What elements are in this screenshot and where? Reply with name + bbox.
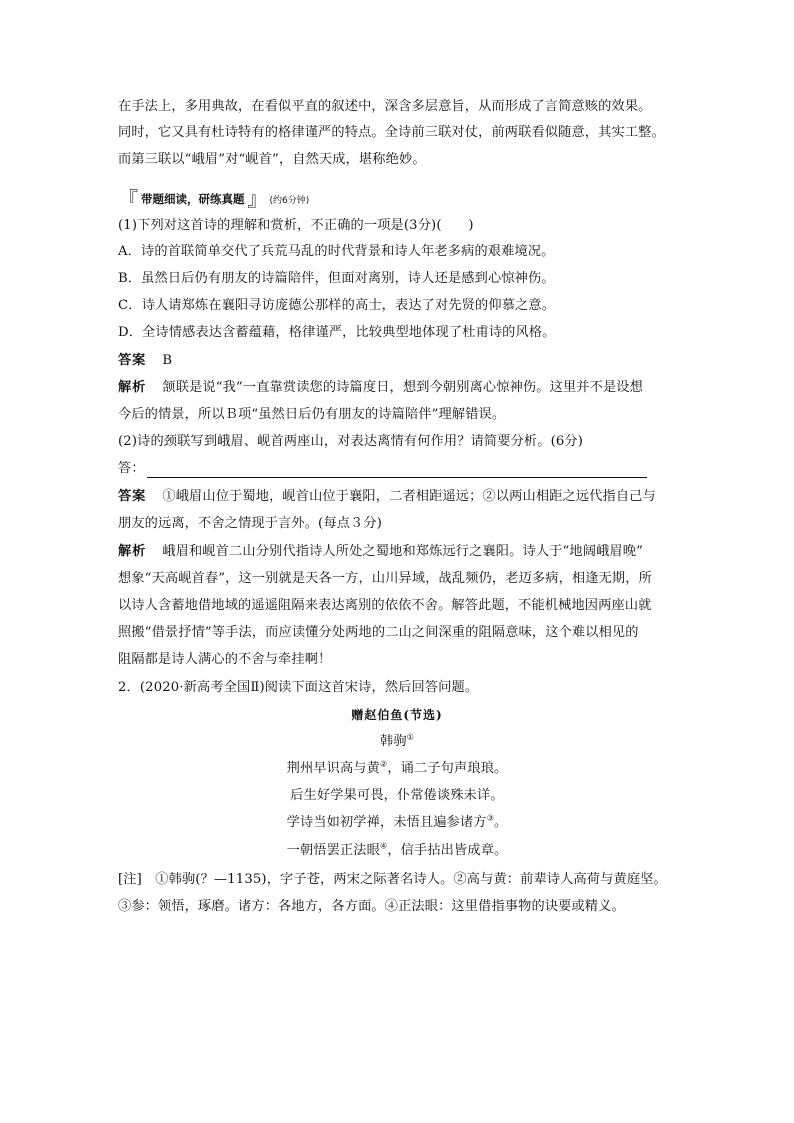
intro-line-2: 同时，它又具有杜诗特有的格律谨严的特点。全诗前三联对仗，前两联看似随意，其实工整。 [118, 125, 665, 140]
q1-option-d: D．全诗情感表达含蓄蕴藉，格律谨严，比较典型地体现了杜甫诗的风格。 [118, 325, 556, 340]
q2-analysis-text-5: 阻隔都是诗人满心的不舍与牵挂啊！ [118, 652, 332, 667]
q1-answer-row [118, 352, 678, 370]
poem-author [0, 733, 794, 751]
poem-line-4-text: 一朝悟罢正法眼 [286, 843, 380, 858]
q1-analysis-text-2: 今后的情景，所以Ｂ项“虽然日后仍有朋友的诗篇陪伴”理解错误。 [118, 407, 506, 422]
q2-answer-text-2: 朋友的远离，不舍之情现于言外。(每点３分) [118, 516, 383, 531]
q1-option-b: B．虽然日后仍有朋友的诗篇陪伴，但面对离别，诗人还是感到心惊神伤。 [118, 271, 555, 286]
poem-line-2: 后生好学果可畏，仆常倦谈殊未详。 [290, 788, 504, 803]
q2-analysis-text-3: 以诗人含蓄地借地域的遥遥阻隔来表达离别的依依不舍。解答此题，不能机械地因两座山就 [118, 598, 652, 613]
answer-prompt: 答： [118, 461, 145, 476]
poem-notes-2: ③参：领悟，琢磨。诸方：各地方，各方面。④正法眼：这里借指事物的诀要或精义。 [118, 899, 625, 914]
right-bracket: 』 [247, 187, 268, 211]
q2-analysis-text-4: 照搬“借景抒情”等手法，而应读懂分处两地的二山之间深重的阻隔意味，这个难以相见的 [118, 625, 639, 640]
poem-notes-1: [注] ①韩驹(？—1135)，字子苍，两宋之际著名诗人。②高与黄：前辈诗人高荷与黄庭坚。 [118, 872, 667, 887]
poem-line-1-rest: ，诵二子句声琅琅。 [387, 761, 508, 776]
q1-option-a: A．诗的首联简单交代了兵荒马乱的时代背景和诗人年老多病的艰难境况。 [118, 244, 555, 259]
q2-analysis-text-1: 峨眉和岘首二山分别代指诗人所处之蜀地和郑炼远行之襄阳。诗人于“地阔峨眉晚” [162, 544, 643, 559]
q2-answer-text-1: ①峨眉山位于蜀地，岘首山位于襄阳，二者相距遥远；②以两山相距之远代指自己与 [162, 489, 656, 504]
q1-analysis-text-1: 颔联是说“我”一直靠赏读您的诗篇度日，想到今朝别离心惊神伤。这里并不是设想 [162, 380, 643, 395]
poem-title [0, 706, 794, 725]
q1-stem: (1)下列对这首诗的理解和赏析，不正确的一项是(3分)( ) [118, 218, 474, 233]
analysis-label: 解析 [118, 544, 147, 559]
answer-label: 答案 [118, 353, 147, 368]
q2-analysis-text-2: 想象“天高岘首春”，这一别就是天各一方，山川异域，战乱频仍，老迈多病，相逢无期，所 [118, 571, 652, 586]
poem-title-text: 赠赵伯鱼(节选) [351, 708, 443, 722]
footnote-marker: ③ [486, 813, 495, 823]
footnote-marker: ② [380, 759, 388, 769]
poem-line-3-rest: 。 [494, 815, 508, 830]
footnote-marker: ① [406, 732, 414, 742]
author-name: 韩驹 [379, 734, 407, 749]
poem-line-4 [0, 842, 794, 860]
footnote-marker: ④ [380, 841, 388, 851]
intro-line-1: 在手法上，多用典故，在看似平直的叙述中，深含多层意旨，从而形成了言简意赅的效果。 [118, 99, 652, 114]
analysis-label: 解析 [118, 380, 147, 395]
intro-line-3: 而第三联以“峨眉”对“岘首”，自然天成，堪称绝妙。 [118, 152, 426, 167]
answer-label: 答案 [118, 489, 147, 504]
q1-analysis-row [118, 379, 678, 397]
poem-line-4-rest: ，信手拈出皆成章。 [387, 843, 508, 858]
q2-analysis-row [118, 543, 678, 561]
q1-option-c: C．诗人请郑炼在襄阳寻访庞德公那样的高士，表达了对先贤的仰慕之意。 [118, 298, 556, 313]
problem2-stem: 2．(2020·新高考全国Ⅱ)阅读下面这首宋诗，然后回答问题。 [118, 680, 479, 695]
answer-blank-field[interactable] [147, 464, 647, 478]
q2-answer-row [118, 488, 678, 506]
q1-answer-value: B [162, 353, 173, 368]
section-heading [118, 189, 309, 209]
poem-line-1 [0, 760, 794, 778]
q2-answer-line [118, 460, 678, 478]
poem-line-3-text: 学诗当如初学禅，未悟且遍参诸方 [286, 815, 487, 830]
left-bracket: 『 [118, 187, 138, 211]
poem-line-3 [0, 814, 794, 832]
poem-line-1-text: 荆州早识高与黄 [286, 761, 380, 776]
section-title: 带题细读，研练真题 [141, 192, 245, 206]
section-time-note: (约6分钟) [269, 195, 310, 206]
q2-stem: (2)诗的颈联写到峨眉、岘首两座山，对表达离情有何作用？请简要分析。(6分) [118, 434, 584, 449]
